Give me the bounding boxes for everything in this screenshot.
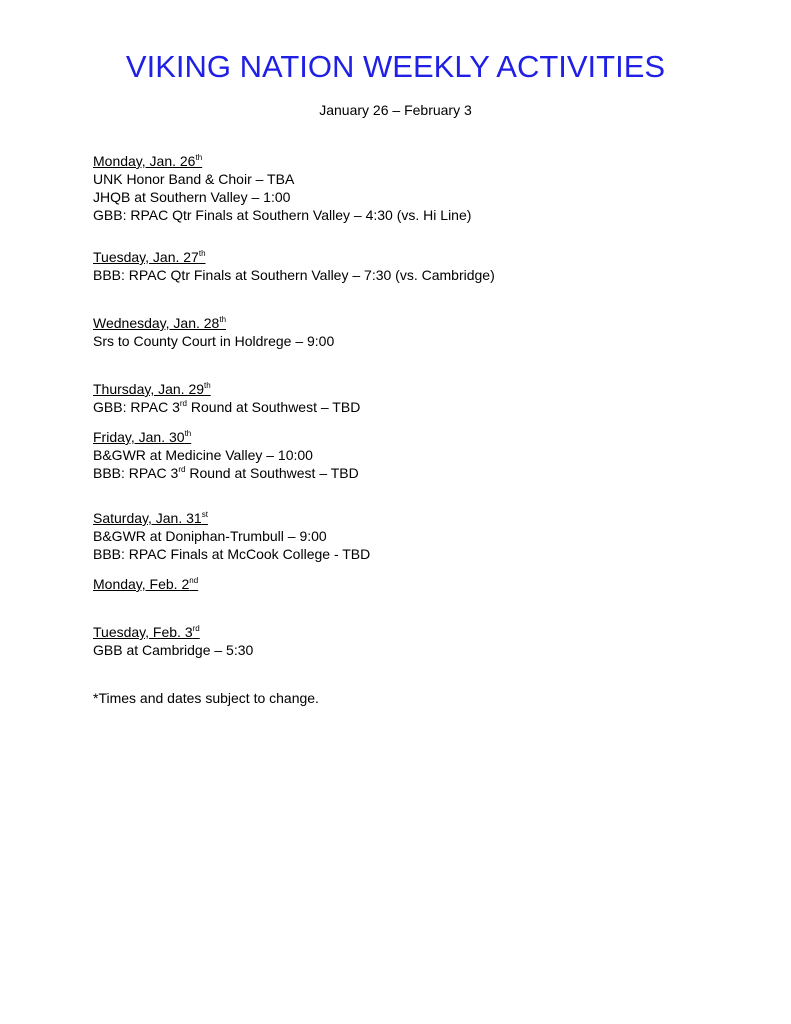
event-item: GBB at Cambridge – 5:30 xyxy=(93,642,254,658)
event-item: Srs to County Court in Holdrege – 9:00 xyxy=(93,333,335,349)
day-heading-label: Tuesday, Jan. 27 xyxy=(93,249,199,265)
day-heading-label: Monday, Feb. 2 xyxy=(93,576,190,592)
ordinal-suffix: th xyxy=(184,429,192,438)
event-text: GBB: RPAC 3 xyxy=(93,399,180,415)
event-item: JHQB at Southern Valley – 1:00 xyxy=(93,189,291,205)
ordinal-suffix: rd xyxy=(192,624,200,633)
ordinal-suffix: rd xyxy=(178,465,186,474)
day-heading xyxy=(93,152,753,170)
event-text: Round at Southwest – TBD xyxy=(187,399,361,415)
day-heading-label: Tuesday, Feb. 3 xyxy=(93,624,193,640)
day-heading xyxy=(93,248,753,266)
event-item: GBB: RPAC Qtr Finals at Southern Valley – 4:30 (vs. Hi Line) xyxy=(93,207,472,223)
day-heading-label: Monday, Jan. 26 xyxy=(93,153,196,169)
day-heading xyxy=(93,623,753,641)
ordinal-suffix: th xyxy=(219,315,227,324)
date-range: January 26 – February 3 xyxy=(319,102,472,118)
ordinal-suffix: st xyxy=(201,510,208,519)
day-heading-label: Wednesday, Jan. 28 xyxy=(93,315,220,331)
day-block-monday-jan-26 xyxy=(93,152,753,224)
ordinal-suffix: th xyxy=(198,249,206,258)
day-block-wednesday-jan-28 xyxy=(93,314,753,350)
event-item xyxy=(93,398,753,416)
day-heading xyxy=(93,428,753,446)
page-title: VIKING NATION WEEKLY ACTIVITIES xyxy=(125,49,666,84)
day-heading-label: Friday, Jan. 30 xyxy=(93,429,185,445)
day-block-tuesday-jan-27 xyxy=(93,248,753,284)
day-heading-label: Saturday, Jan. 31 xyxy=(93,510,202,526)
event-item: B&GWR at Doniphan-Trumbull – 9:00 xyxy=(93,528,327,544)
ordinal-suffix: nd xyxy=(189,576,199,585)
event-item: BBB: RPAC Qtr Finals at Southern Valley – 7:30 (vs. Cambridge) xyxy=(93,267,495,283)
day-heading xyxy=(93,314,753,332)
day-heading xyxy=(93,575,753,593)
day-block-monday-feb-2 xyxy=(93,575,753,593)
day-block-tuesday-feb-3 xyxy=(93,623,753,659)
day-block-friday-jan-30 xyxy=(93,428,753,482)
ordinal-suffix: th xyxy=(204,381,211,390)
event-item xyxy=(93,464,753,482)
day-block-thursday-jan-29 xyxy=(93,380,753,416)
day-block-saturday-jan-31 xyxy=(93,509,753,563)
ordinal-suffix: rd xyxy=(179,399,188,408)
day-heading-label: Thursday, Jan. 29 xyxy=(93,381,205,397)
event-item: BBB: RPAC Finals at McCook College - TBD xyxy=(93,546,371,562)
ordinal-suffix: th xyxy=(195,153,203,162)
day-heading xyxy=(93,380,753,398)
event-text: Round at Southwest – TBD xyxy=(185,465,359,481)
disclaimer-note: *Times and dates subject to change. xyxy=(93,690,319,706)
event-text: BBB: RPAC 3 xyxy=(93,465,179,481)
day-heading xyxy=(93,509,753,527)
event-item: UNK Honor Band & Choir – TBA xyxy=(93,171,295,187)
event-item: B&GWR at Medicine Valley – 10:00 xyxy=(93,447,313,463)
